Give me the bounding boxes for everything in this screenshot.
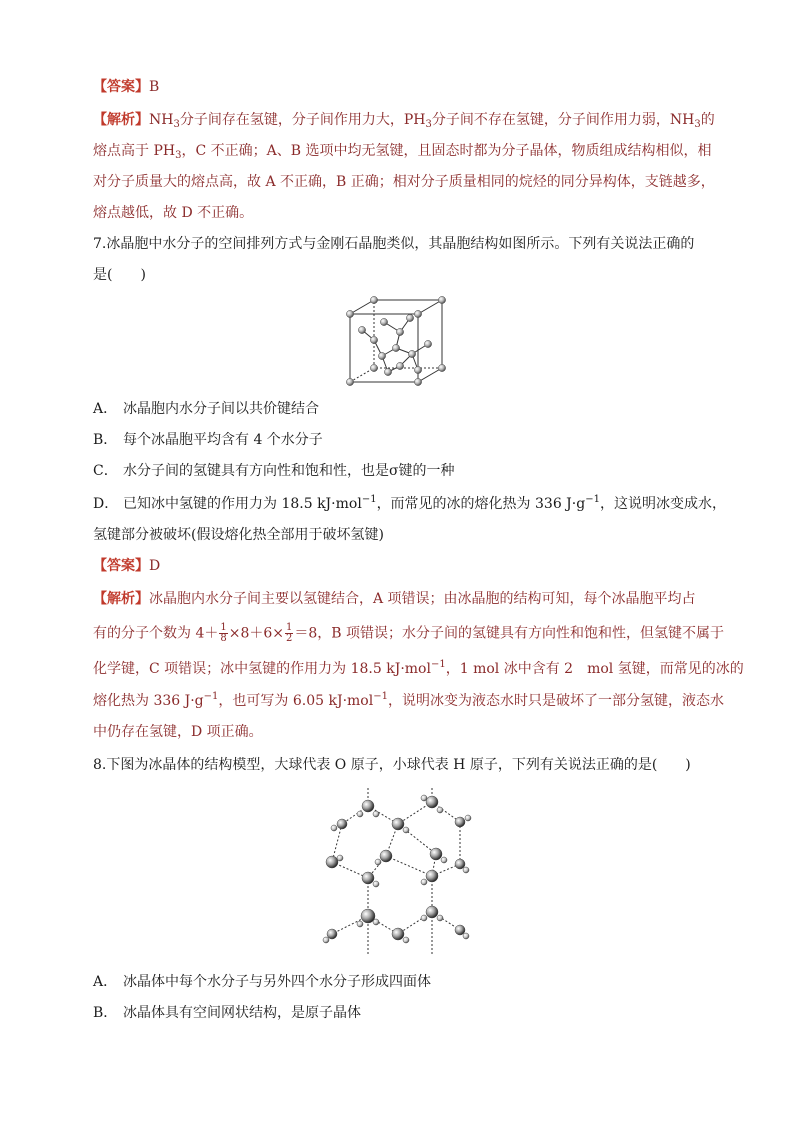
explanation-2-line-3: 化学键，C 项错误；冰中氢键的作用力为 18.5 kJ·mol$^{-1}$，1 mol 冰中含有 2 mol 氢键，而常见的冰的 bbox=[93, 659, 744, 677]
q7-option-a: A． 冰晶胞内水分子间以共价键结合 bbox=[93, 401, 319, 417]
question-7-stem-line-1: 7.冰晶胞中水分子的空间排列方式与金刚石晶胞类似，其晶胞结构如图所示。下列有关说法正确的 bbox=[93, 236, 695, 252]
answer-line-1: 【答案】B bbox=[93, 79, 160, 95]
q7-option-b: B． 每个冰晶胞平均含有 4 个水分子 bbox=[93, 432, 323, 448]
q7-option-d-line-2: 氢键部分被破坏(假设熔化热全部用于破坏氢键) bbox=[93, 527, 384, 543]
explanation-1-line-1: 【解析】$NH_3$分子间存在氢键，分子间作用力大，$PH_3$分子间不存在氢键，分子间作用力弱，$NH_3$的 bbox=[93, 112, 715, 130]
explanation-2-line-1: 【解析】冰晶胞内水分子间主要以氢键结合，A 项错误；由冰晶胞的结构可知，每个冰晶胞平均占 bbox=[93, 591, 696, 607]
fraction-one-eighth: $\frac{1}{8}$ bbox=[220, 622, 227, 644]
question-8-stem: 8.下图为冰晶体的结构模型，大球代表 O 原子，小球代表 H 原子，下列有关说法正确的是( ) bbox=[93, 757, 691, 773]
explanation-1-line-4: 熔点越低，故 D 不正确。 bbox=[93, 205, 254, 221]
q8-option-b: B． 冰晶体具有空间网状结构，是原子晶体 bbox=[93, 1005, 361, 1021]
ice-crystal-structure-figure bbox=[312, 784, 482, 956]
explanation-2-line-4: 熔化热为 336 $J\cdot g^{-1}$，也可写为 6.05 kJ·mol$^{-1}$，说明冰变为液态水时只是破坏了一部分氢键，液态水 bbox=[93, 691, 724, 709]
ice-unit-cell-figure bbox=[340, 292, 450, 388]
answer-line-2: 【答案】D bbox=[93, 558, 161, 574]
q7-option-c: C． 水分子间的氢键具有方向性和饱和性，也是σ键的一种 bbox=[93, 463, 455, 479]
fraction-one-half: $\frac{1}{2}$ bbox=[286, 622, 293, 644]
explanation-2-line-2: 有的分子个数为 4＋ $\frac{1}{8}$ ×8＋6× $\frac{1}{2}$ ＝8，B 项错误；水分子间的氢键具有方向性和饱和性，但氢键不属于 bbox=[93, 622, 725, 644]
question-7-stem-line-2: 是( ) bbox=[93, 267, 146, 283]
explanation-1-line-3: 对分子质量大的熔点高，故 A 不正确，B 正确；相对分子质量相同的烷烃的同分异构体，支链越多， bbox=[93, 174, 715, 190]
explanation-2-line-5: 中仍存在氢键，D 项正确。 bbox=[93, 724, 263, 740]
q7-option-d: D． 已知冰中氢键的作用力为 18.5 kJ·mol$^{-1}$，而常见的冰的熔化热为 336 $J\cdot g^{-1}$，这说明冰变成水， bbox=[93, 494, 726, 512]
q8-option-a: A． 冰晶体中每个水分子与另外四个水分子形成四面体 bbox=[93, 974, 431, 990]
explanation-1-line-2: 熔点高于 $PH_3$，C 不正确；A、B 选项中均无氢键，且固态时都为分子晶体，物质组成结构相似，相 bbox=[93, 143, 712, 161]
